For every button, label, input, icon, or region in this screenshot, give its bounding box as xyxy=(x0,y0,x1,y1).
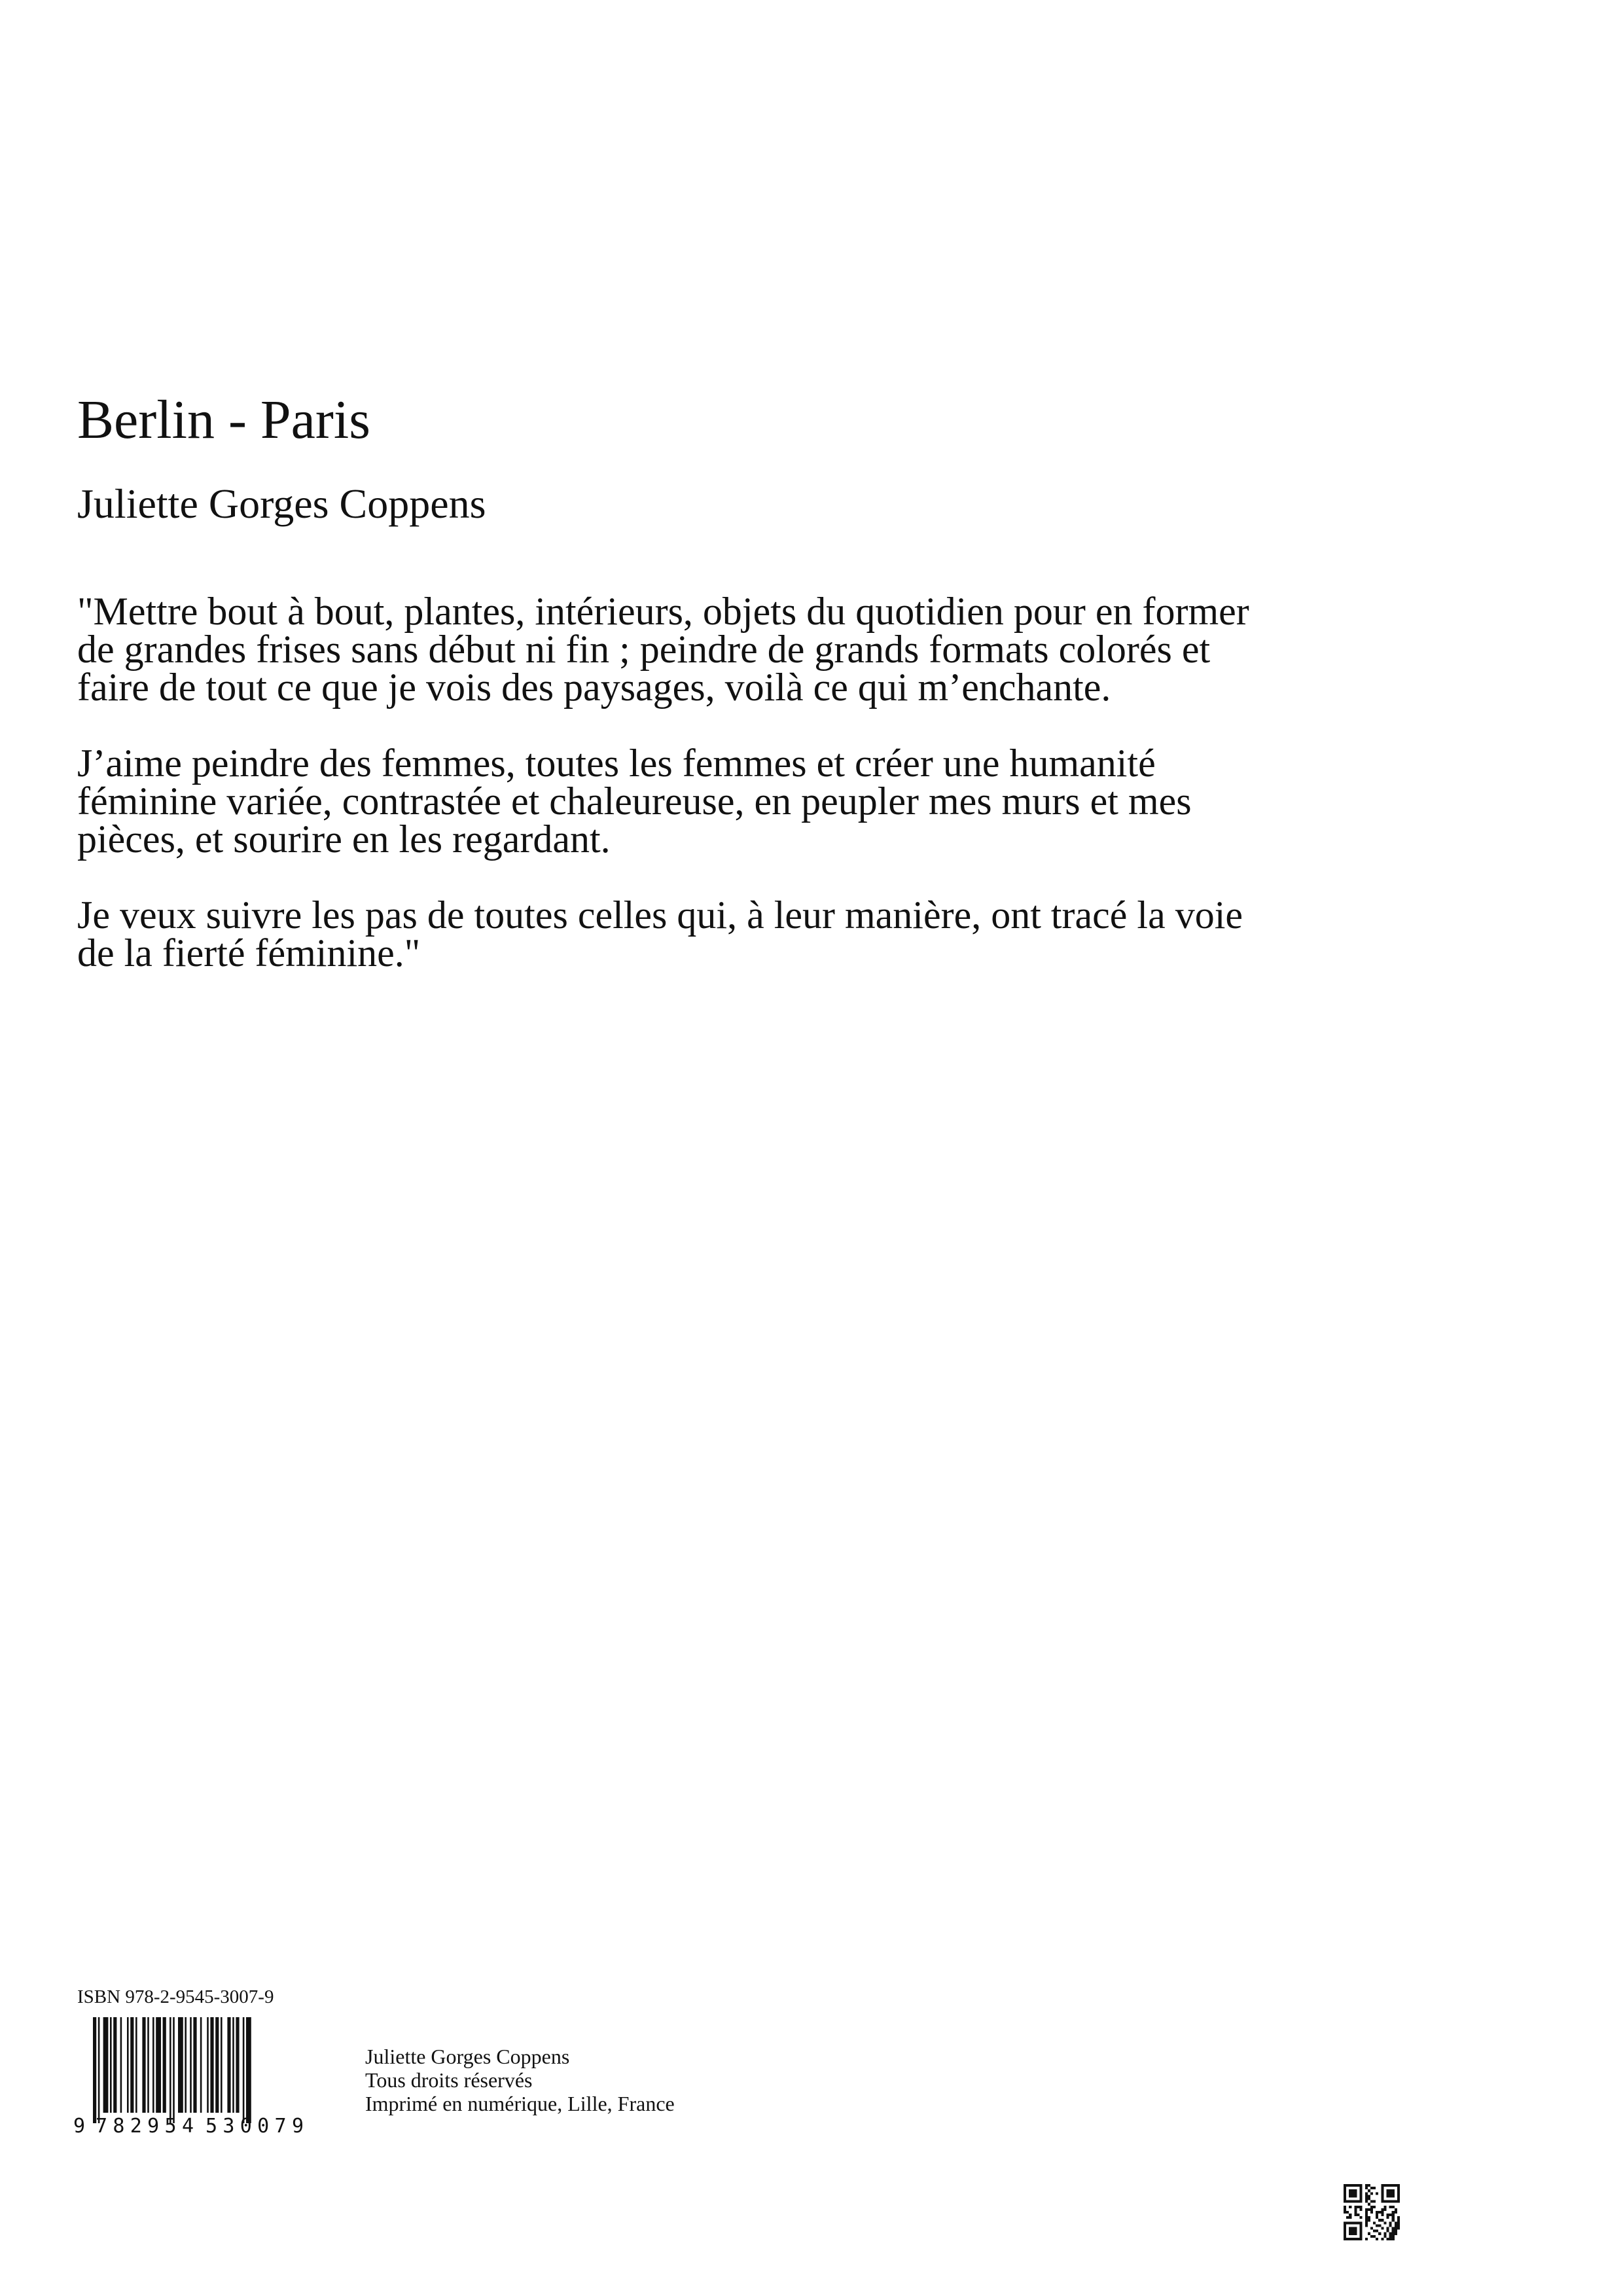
qr-module xyxy=(1354,2227,1357,2230)
barcode-bar xyxy=(185,2017,187,2113)
barcode-digits-right: 530079 xyxy=(205,2115,304,2138)
qr-module xyxy=(1360,2238,1363,2240)
qr-module xyxy=(1389,2233,1392,2235)
qr-module xyxy=(1392,2211,1395,2214)
book-title: Berlin - Paris xyxy=(77,389,370,450)
qr-module xyxy=(1378,2233,1381,2235)
barcode-bar xyxy=(113,2017,116,2113)
qr-module xyxy=(1360,2221,1363,2224)
qr-module xyxy=(1344,2233,1346,2235)
qr-module xyxy=(1365,2200,1368,2203)
qr-module xyxy=(1397,2227,1400,2230)
qr-module xyxy=(1360,2235,1363,2238)
barcode-bars xyxy=(93,2017,251,2123)
qr-module xyxy=(1365,2184,1368,2187)
qr-module xyxy=(1370,2227,1373,2230)
qr-module xyxy=(1397,2184,1400,2187)
qr-module xyxy=(1395,2208,1397,2211)
qr-module xyxy=(1397,2187,1400,2189)
qr-module xyxy=(1370,2192,1373,2195)
barcode-bar xyxy=(173,2017,175,2123)
barcode-bar xyxy=(127,2017,129,2113)
qr-module xyxy=(1344,2208,1346,2211)
qr-module xyxy=(1354,2206,1357,2208)
qr-module xyxy=(1370,2187,1373,2189)
qr-module xyxy=(1360,2184,1363,2187)
qr-module xyxy=(1351,2192,1354,2195)
barcode-bar xyxy=(200,2017,202,2113)
qr-module xyxy=(1368,2197,1370,2200)
qr-module xyxy=(1395,2227,1397,2230)
qr-module xyxy=(1344,2189,1346,2192)
barcode-bar xyxy=(93,2017,96,2123)
qr-module xyxy=(1351,2221,1354,2224)
qr-module xyxy=(1368,2189,1370,2192)
qr-module xyxy=(1357,2206,1359,2208)
qr-module xyxy=(1397,2189,1400,2192)
qr-module xyxy=(1344,2224,1346,2227)
qr-module xyxy=(1365,2211,1368,2214)
qr-module xyxy=(1344,2221,1346,2224)
qr-module xyxy=(1378,2224,1381,2227)
qr-module xyxy=(1357,2221,1359,2224)
barcode-bar xyxy=(221,2017,223,2113)
qr-module xyxy=(1370,2206,1373,2208)
qr-module xyxy=(1389,2235,1392,2238)
qr-module xyxy=(1383,2221,1386,2224)
qr-module xyxy=(1346,2216,1349,2219)
qr-module xyxy=(1360,2189,1363,2192)
qr-module xyxy=(1376,2192,1378,2195)
qr-module xyxy=(1387,2216,1389,2219)
qr-module xyxy=(1360,2197,1363,2200)
qr-module xyxy=(1387,2227,1389,2230)
qr-module xyxy=(1381,2227,1383,2230)
qr-module xyxy=(1373,2206,1376,2208)
qr-module xyxy=(1360,2206,1363,2208)
qr-module xyxy=(1392,2206,1395,2208)
qr-module xyxy=(1365,2221,1368,2224)
barcode-bar xyxy=(103,2017,109,2113)
qr-module xyxy=(1365,2192,1368,2195)
blurb-paragraph-3: Je veux suivre les pas de toutes celles qui, à leur manière, ont tracé la voie de la fierté féminine." xyxy=(77,893,1243,975)
qr-module xyxy=(1346,2238,1349,2240)
qr-module xyxy=(1383,2235,1386,2238)
qr-module xyxy=(1351,2195,1354,2197)
qr-module xyxy=(1344,2230,1346,2233)
qr-module xyxy=(1344,2235,1346,2238)
qr-module xyxy=(1351,2227,1354,2230)
qr-module xyxy=(1373,2187,1376,2189)
barcode-bar xyxy=(130,2017,134,2113)
qr-module xyxy=(1349,2221,1351,2224)
qr-module xyxy=(1376,2224,1378,2227)
barcode-bar xyxy=(142,2017,145,2113)
qr-module xyxy=(1395,2230,1397,2233)
qr-module xyxy=(1351,2233,1354,2235)
isbn-barcode xyxy=(69,2017,327,2139)
qr-module xyxy=(1368,2219,1370,2221)
qr-module xyxy=(1387,2184,1389,2187)
barcode-bar xyxy=(193,2017,196,2113)
qr-module xyxy=(1389,2238,1392,2240)
qr-module xyxy=(1354,2233,1357,2235)
qr-module xyxy=(1395,2224,1397,2227)
qr-module xyxy=(1387,2214,1389,2216)
qr-module xyxy=(1389,2195,1392,2197)
qr-module xyxy=(1376,2211,1378,2214)
qr-module xyxy=(1349,2200,1351,2203)
credit-rights: Tous droits réservés xyxy=(365,2068,533,2092)
barcode-bar xyxy=(152,2017,154,2113)
qr-module xyxy=(1392,2184,1395,2187)
qr-module xyxy=(1381,2200,1383,2203)
qr-module xyxy=(1349,2214,1351,2216)
qr-module xyxy=(1354,2211,1357,2214)
qr-module xyxy=(1344,2184,1346,2187)
qr-module xyxy=(1351,2189,1354,2192)
qr-module xyxy=(1360,2200,1363,2203)
qr-module xyxy=(1344,2195,1346,2197)
qr-module xyxy=(1383,2200,1386,2203)
qr-module xyxy=(1344,2227,1346,2230)
qr-module xyxy=(1344,2192,1346,2195)
qr-module xyxy=(1381,2192,1383,2195)
qr-module xyxy=(1370,2208,1373,2211)
qr-module xyxy=(1351,2200,1354,2203)
qr-module xyxy=(1360,2224,1363,2227)
qr-module xyxy=(1365,2224,1368,2227)
qr-module xyxy=(1349,2189,1351,2192)
qr-module xyxy=(1373,2200,1376,2203)
qr-module xyxy=(1346,2184,1349,2187)
barcode-bar xyxy=(215,2017,219,2113)
qr-module xyxy=(1360,2187,1363,2189)
qr-module xyxy=(1360,2192,1363,2195)
qr-module xyxy=(1365,2219,1368,2221)
credit-author: Juliette Gorges Coppens xyxy=(365,2045,570,2068)
qr-module xyxy=(1354,2208,1357,2211)
qr-module xyxy=(1389,2192,1392,2195)
qr-module xyxy=(1395,2184,1397,2187)
qr-module xyxy=(1376,2238,1378,2240)
qr-module xyxy=(1397,2221,1400,2224)
qr-module xyxy=(1360,2195,1363,2197)
qr-module xyxy=(1368,2216,1370,2219)
qr-module xyxy=(1349,2227,1351,2230)
qr-module xyxy=(1346,2211,1349,2214)
qr-module xyxy=(1397,2192,1400,2195)
qr-module xyxy=(1354,2192,1357,2195)
qr-module xyxy=(1389,2221,1392,2224)
qr-module xyxy=(1349,2184,1351,2187)
qr-module xyxy=(1392,2235,1395,2238)
qr-module xyxy=(1383,2206,1386,2208)
qr-module xyxy=(1360,2230,1363,2233)
qr-module xyxy=(1349,2192,1351,2195)
barcode-bar xyxy=(210,2017,213,2113)
qr-module xyxy=(1365,2197,1368,2200)
qr-module xyxy=(1351,2184,1354,2187)
qr-module xyxy=(1354,2230,1357,2233)
barcode-bar xyxy=(147,2017,149,2113)
qr-module xyxy=(1365,2238,1368,2240)
qr-module xyxy=(1395,2221,1397,2224)
qr-module xyxy=(1381,2208,1383,2211)
qr-module xyxy=(1395,2200,1397,2203)
blurb xyxy=(77,592,1268,1010)
barcode-bar xyxy=(246,2017,251,2123)
qr-module xyxy=(1354,2214,1357,2216)
qr-module xyxy=(1344,2206,1346,2208)
qr-module xyxy=(1387,2238,1389,2240)
qr-module xyxy=(1381,2187,1383,2189)
qr-module xyxy=(1368,2184,1370,2187)
qr-module xyxy=(1376,2216,1378,2219)
qr-module xyxy=(1397,2200,1400,2203)
qr-module xyxy=(1346,2221,1349,2224)
qr-module xyxy=(1344,2187,1346,2189)
qr-module xyxy=(1349,2206,1351,2208)
credit-printing: Imprimé en numérique, Lille, France xyxy=(365,2092,675,2115)
qr-module xyxy=(1370,2200,1373,2203)
qr-module xyxy=(1360,2208,1363,2211)
qr-module xyxy=(1357,2238,1359,2240)
qr-module xyxy=(1354,2200,1357,2203)
qr-module xyxy=(1376,2214,1378,2216)
qr-module xyxy=(1383,2208,1386,2211)
qr-module xyxy=(1397,2195,1400,2197)
qr-module xyxy=(1397,2216,1400,2219)
qr-module xyxy=(1349,2216,1351,2219)
qr-module xyxy=(1368,2208,1370,2211)
qr-module xyxy=(1360,2227,1363,2230)
qr-module xyxy=(1381,2219,1383,2221)
qr-module xyxy=(1392,2195,1395,2197)
qr-module xyxy=(1344,2200,1346,2203)
barcode-bar xyxy=(120,2017,122,2113)
blurb-paragraph-2: J’aime peindre des femmes, toutes les femmes et créer une humanité féminine variée, contrastée et chaleureuse, en peupler mes murs et mes pièces, et sourire en les regardant. xyxy=(77,742,1192,861)
qr-module xyxy=(1365,2208,1368,2211)
qr-module xyxy=(1392,2216,1395,2219)
publisher-credits xyxy=(365,2045,675,2115)
qr-module xyxy=(1344,2211,1346,2214)
qr-module xyxy=(1365,2216,1368,2219)
barcode-digit-first: 9 xyxy=(73,2115,86,2138)
qr-module xyxy=(1360,2233,1363,2235)
qr-module xyxy=(1389,2206,1392,2208)
qr-module xyxy=(1368,2203,1370,2206)
qr-module xyxy=(1357,2200,1359,2203)
barcode-bar xyxy=(227,2017,230,2113)
barcode-bar xyxy=(232,2017,234,2113)
qr-module xyxy=(1344,2197,1346,2200)
qr-module xyxy=(1381,2214,1383,2216)
barcode-bar xyxy=(207,2017,209,2113)
isbn-number: ISBN 978-2-9545-3007-9 xyxy=(77,1986,274,2007)
barcode-bar xyxy=(110,2017,112,2113)
qr-module xyxy=(1381,2189,1383,2192)
qr-module xyxy=(1392,2189,1395,2192)
qr-module xyxy=(1389,2189,1392,2192)
qr-module xyxy=(1389,2224,1392,2227)
qr-module xyxy=(1373,2235,1376,2238)
qr-module xyxy=(1381,2211,1383,2214)
qr-module xyxy=(1392,2230,1395,2233)
qr-module xyxy=(1351,2238,1354,2240)
qr-module xyxy=(1373,2221,1376,2224)
author-name: Juliette Gorges Coppens xyxy=(77,480,486,527)
qr-module xyxy=(1387,2230,1389,2233)
qr-module xyxy=(1392,2227,1395,2230)
qr-module xyxy=(1383,2233,1386,2235)
qr-module xyxy=(1397,2197,1400,2200)
barcode-bar xyxy=(236,2017,239,2113)
barcode-bar xyxy=(190,2017,192,2113)
qr-module xyxy=(1354,2221,1357,2224)
qr-module xyxy=(1395,2211,1397,2214)
qr-module xyxy=(1392,2200,1395,2203)
qr-module xyxy=(1351,2230,1354,2233)
qr-module xyxy=(1378,2211,1381,2214)
qr-module xyxy=(1354,2189,1357,2192)
qr-module xyxy=(1395,2233,1397,2235)
qr-module xyxy=(1387,2192,1389,2195)
qr-module xyxy=(1392,2219,1395,2221)
barcode-digits-left: 782954 xyxy=(96,2115,194,2138)
qr-module xyxy=(1365,2214,1368,2216)
qr-module xyxy=(1383,2184,1386,2187)
qr-module xyxy=(1392,2233,1395,2235)
qr-module xyxy=(1365,2195,1368,2197)
qr-module xyxy=(1392,2192,1395,2195)
qr-module xyxy=(1368,2195,1370,2197)
qr-module xyxy=(1349,2195,1351,2197)
qr-module xyxy=(1354,2184,1357,2187)
qr-module xyxy=(1357,2184,1359,2187)
blurb-paragraph-1: "Mettre bout à bout, plantes, intérieurs, objets du quotidien pour en former de grandes frises sans début ni fin ; peindre de grands formats colorés et faire de tout ce que je vois des paysages, voilà ce qui m’enchante. xyxy=(77,590,1249,709)
qr-code-icon xyxy=(1344,2184,1400,2240)
qr-module xyxy=(1381,2195,1383,2197)
qr-module xyxy=(1344,2238,1346,2240)
qr-module xyxy=(1349,2230,1351,2233)
barcode-bar xyxy=(163,2017,166,2113)
barcode-bar xyxy=(135,2017,137,2113)
qr-module xyxy=(1376,2230,1378,2233)
qr-module xyxy=(1370,2211,1373,2214)
qr-module xyxy=(1378,2219,1381,2221)
qr-module xyxy=(1354,2195,1357,2197)
qr-module xyxy=(1381,2184,1383,2187)
qr-module xyxy=(1397,2219,1400,2221)
qr-module xyxy=(1389,2200,1392,2203)
qr-module xyxy=(1349,2238,1351,2240)
qr-module xyxy=(1365,2187,1368,2189)
qr-module xyxy=(1370,2235,1373,2238)
barcode-bar xyxy=(156,2017,161,2113)
barcode-bar xyxy=(178,2017,183,2113)
qr-module xyxy=(1354,2238,1357,2240)
qr-module xyxy=(1381,2238,1383,2240)
qr-module xyxy=(1349,2233,1351,2235)
barcode-bar xyxy=(243,2017,245,2123)
barcode-bar xyxy=(98,2017,100,2123)
qr-module xyxy=(1389,2214,1392,2216)
qr-module xyxy=(1389,2184,1392,2187)
qr-module xyxy=(1381,2197,1383,2200)
qr-module xyxy=(1357,2214,1359,2216)
qr-module xyxy=(1387,2195,1389,2197)
qr-module xyxy=(1387,2200,1389,2203)
qr-module xyxy=(1346,2200,1349,2203)
barcode-bar xyxy=(169,2017,171,2123)
qr-module xyxy=(1368,2233,1370,2235)
qr-module xyxy=(1397,2224,1400,2227)
qr-module xyxy=(1360,2216,1363,2219)
qr-module xyxy=(1373,2230,1376,2233)
qr-module xyxy=(1387,2189,1389,2192)
qr-module xyxy=(1392,2214,1395,2216)
qr-module xyxy=(1392,2238,1395,2240)
